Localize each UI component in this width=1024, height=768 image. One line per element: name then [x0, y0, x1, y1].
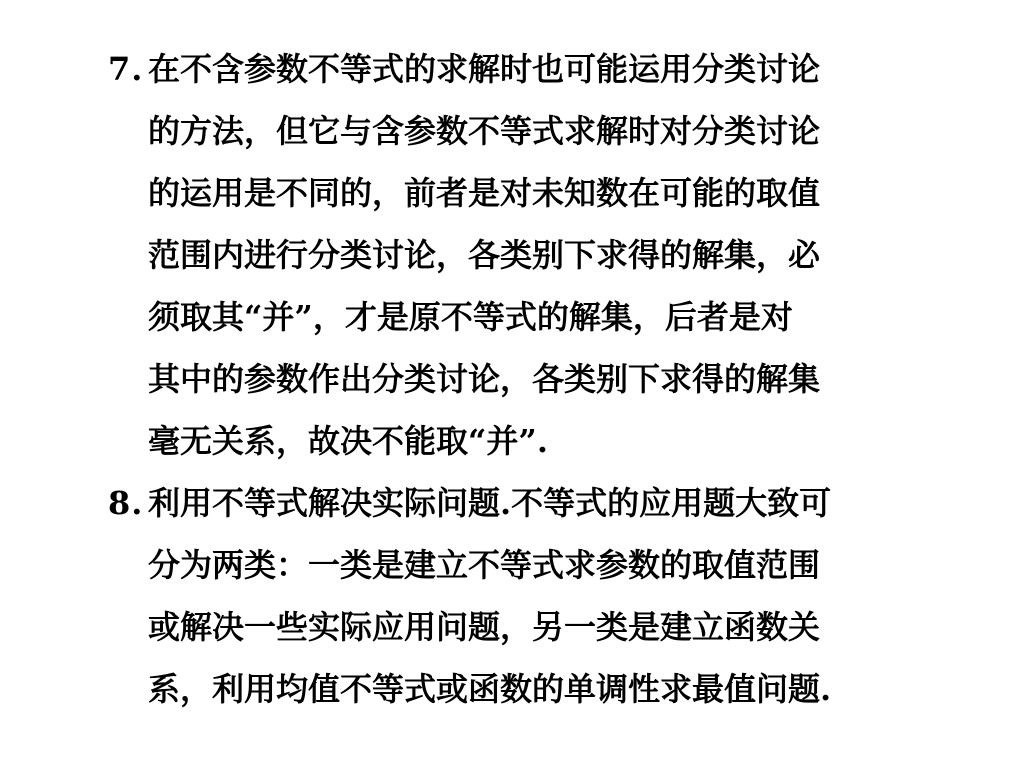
item-number: 7.: [108, 50, 144, 88]
list-item-7: [108, 38, 908, 472]
text-line: 范围内进行分类讨论，各类别下求得的解集，必: [148, 236, 821, 274]
text-line: 利用不等式解决实际问题.不等式的应用题大致可: [148, 484, 832, 522]
text-line: 的方法，但它与含参数不等式求解时对分类讨论: [148, 112, 821, 150]
text-line: 的运用是不同的，前者是对未知数在可能的取值: [148, 174, 821, 212]
item-number: 8.: [108, 484, 144, 522]
list-item-8: [108, 472, 908, 720]
text-line: 其中的参数作出分类讨论，各类别下求得的解集: [148, 360, 821, 398]
text-line: 或解决一些实际应用问题，另一类是建立函数关: [148, 608, 821, 646]
text-line: 分为两类：一类是建立不等式求参数的取值范围: [148, 546, 821, 584]
text-line: 在不含参数不等式的求解时也可能运用分类讨论: [148, 50, 821, 88]
text-line: 系，利用均值不等式或函数的单调性求最值问题.: [148, 670, 832, 708]
text-line: 毫无关系，故决不能取“并”.: [148, 422, 548, 460]
text-line: 须取其“并”，才是原不等式的解集，后者是对: [148, 298, 793, 336]
